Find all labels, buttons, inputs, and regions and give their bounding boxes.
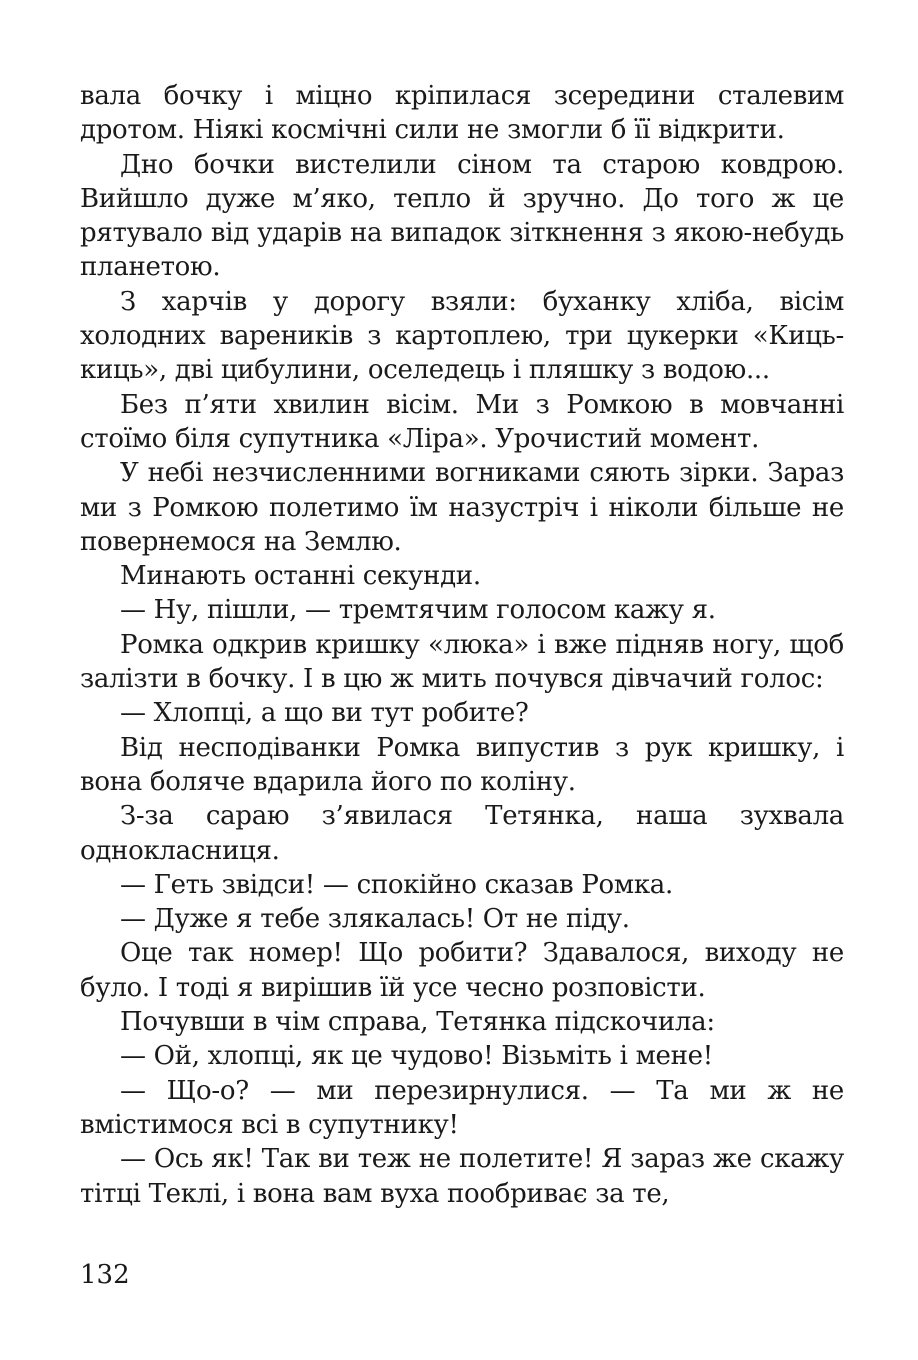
paragraph-15: Почувши в чім справа, Тетянка підскочила: <box>120 1007 715 1038</box>
paragraph-16: — Ой, хлопці, як це чудово! Візьміть і мене! <box>120 1041 713 1072</box>
paragraph-11: З-за сараю з’явилася Тетянка, наша зухвала однокласниця. <box>80 801 844 866</box>
paragraph-9: — Хлопці, а що ви тут робите? <box>120 698 529 729</box>
paragraph-3: З харчів у дорогу взяли: буханку хліба, вісім холодних вареників з картоплею, три цукерки «Киць-киць», дві цибулини, оселедець і пляшку з водою... <box>80 286 844 386</box>
paragraph-2: Дно бочки вистелили сіном та старою ковдрою. Вийшло дуже м’яко, тепло й зручно. До того ж це рятувало від ударів на випадок зіткнення з якою-небудь планетою. <box>80 149 844 283</box>
paragraph-7: — Ну, пішли, — тремтячим голосом кажу я. <box>120 595 716 626</box>
paragraph-5: У небі незчисленними вогниками сяють зірки. Зараз ми з Ромкою полетимо їм назустріч і ніколи більше не повернемося на Землю. <box>80 458 844 557</box>
paragraph-6: Минають останні секунди. <box>120 561 481 592</box>
paragraph-8: Ромка одкрив кришку «люка» і вже підняв ногу, щоб залізти в бочку. І в цю ж мить почувся дівчачий голос: <box>80 629 844 695</box>
paragraph-4: Без п’яти хвилин вісім. Ми з Ромкою в мовчанні стоїмо біля супутника «Ліра». Урочистий момент. <box>80 389 844 454</box>
paragraph-12: — Геть звідси! — спокійно сказав Ромка. <box>120 869 673 900</box>
paragraph-1: вала бочку і міцно кріпилася зсередини сталевим дротом. Ніякі космічні сили не змогли б її відкрити. <box>80 81 844 146</box>
paragraph-13: — Дуже я тебе злякалась! От не піду. <box>120 904 630 935</box>
page-body <box>80 79 844 1211</box>
paragraph-17: — Що-о? — ми перезирнулися. — Та ми ж не вмістимося всі в супутнику! <box>80 1075 844 1140</box>
paragraph-18: — Ось як! Так ви теж не полетите! Я зараз же скажу тітці Теклі, і вона вам вуха пообриває за те, <box>80 1144 844 1209</box>
paragraph-14: Оце так номер! Що робити? Здавалося, виходу не було. І тоді я вирішив їй усе чесно розповісти. <box>80 938 844 1003</box>
paragraph-10: Від несподіванки Ромка випустив з рук кришку, і вона боляче вдарила його по коліну. <box>80 732 844 797</box>
page-number: 132 <box>80 1260 130 1290</box>
